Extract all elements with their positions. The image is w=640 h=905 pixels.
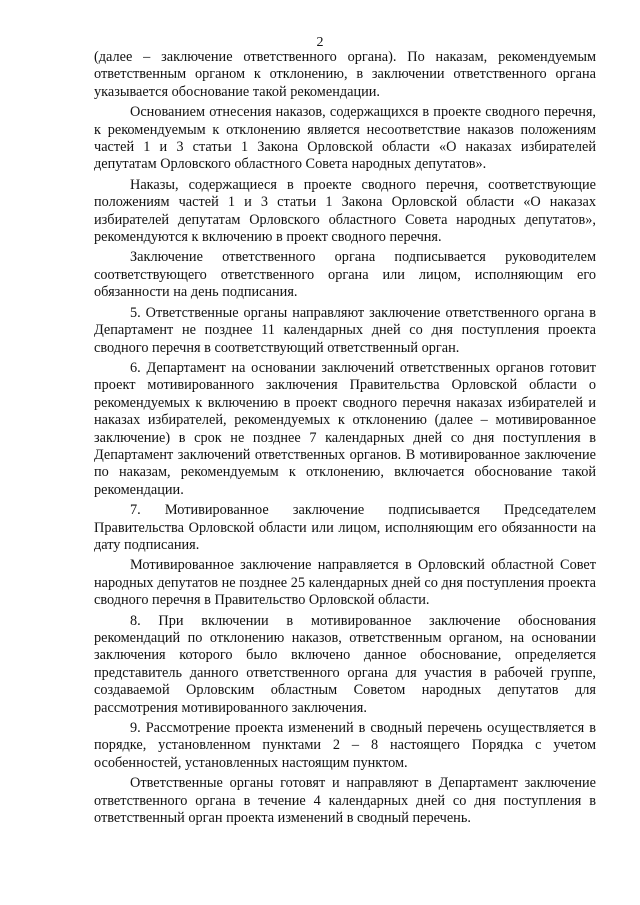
paragraph: Ответственные органы готовят и направляют в Департамент заключение ответственного органа в течение 4 календарных дней со дня поступления в ответственный орган проекта изменений в сводный перечень. [94, 775, 596, 827]
paragraph: Заключение ответственного органа подписывается руководителем соответствующего ответственного органа или лицом, исполняющим его обязанности на день подписания. [94, 249, 596, 301]
paragraph: 8. При включении в мотивированное заключение обоснования рекомендаций по отклонению наказов, ответственным органом, на основании заключения которого было включено данное обоснование, определяется представитель данного ответственного органа для участия в рабочей группе, создаваемой Орловским областным Советом народных депутатов для рассмотрения мотивированного заключения. [94, 612, 596, 716]
paragraph: (далее – заключение ответственного органа). По наказам, рекомендуемым ответственным органом к отклонению, в заключении ответственного органа указывается обоснование такой рекомендации. [94, 49, 596, 100]
paragraph: 5. Ответственные органы направляют заключение ответственного органа в Департамент не позднее 11 календарных дней со дня поступления проекта сводного перечня в соответствующий ответственный орган. [94, 304, 596, 356]
paragraph: Наказы, содержащиеся в проекте сводного перечня, соответствующие положениям частей 1 и 3 статьи 1 Закона Орловской области «О наказах избирателей депутатам Орловского областного Совета народных депутатов», рекомендуются к включению в проект сводного перечня. [94, 176, 596, 246]
paragraph: Мотивированное заключение направляется в Орловский областной Совет народных депутатов не позднее 25 календарных дней со дня поступления проекта сводного перечня в Правительство Орловской области. [94, 557, 596, 609]
paragraph: 6. Департамент на основании заключений ответственных органов готовит проект мотивированного заключения Правительства Орловской области о рекомендуемых к включению в проект сводного перечня наказах избирателей и наказах избирателей, рекомендуемых к отклонению (далее – мотивированное заключение) в срок не позднее 7 календарных дней со дня поступления в Департамент заключений ответственных органов. В мотивированное заключение по наказам, рекомендуемым к отклонению, включается обоснование такой рекомендации. [94, 359, 596, 498]
paragraph: 9. Рассмотрение проекта изменений в сводный перечень осуществляется в порядке, установленном пунктами 2 – 8 настоящего Порядка с учетом особенностей, установленных настоящим пунктом. [94, 720, 596, 771]
paragraph: 7. Мотивированное заключение подписывается Председателем Правительства Орловской области или лицом, исполняющим его обязанности на дату подписания. [94, 502, 596, 553]
page-number: 2 [316, 35, 324, 50]
document-body [94, 49, 596, 830]
paragraph: Основанием отнесения наказов, содержащихся в проекте сводного перечня, к рекомендуемым к отклонению является несоответствие наказов положениям частей 1 и 3 статьи 1 Закона Орловской области «О наказах избирателей депутатам Орловского областного Совета народных депутатов». [94, 104, 596, 173]
